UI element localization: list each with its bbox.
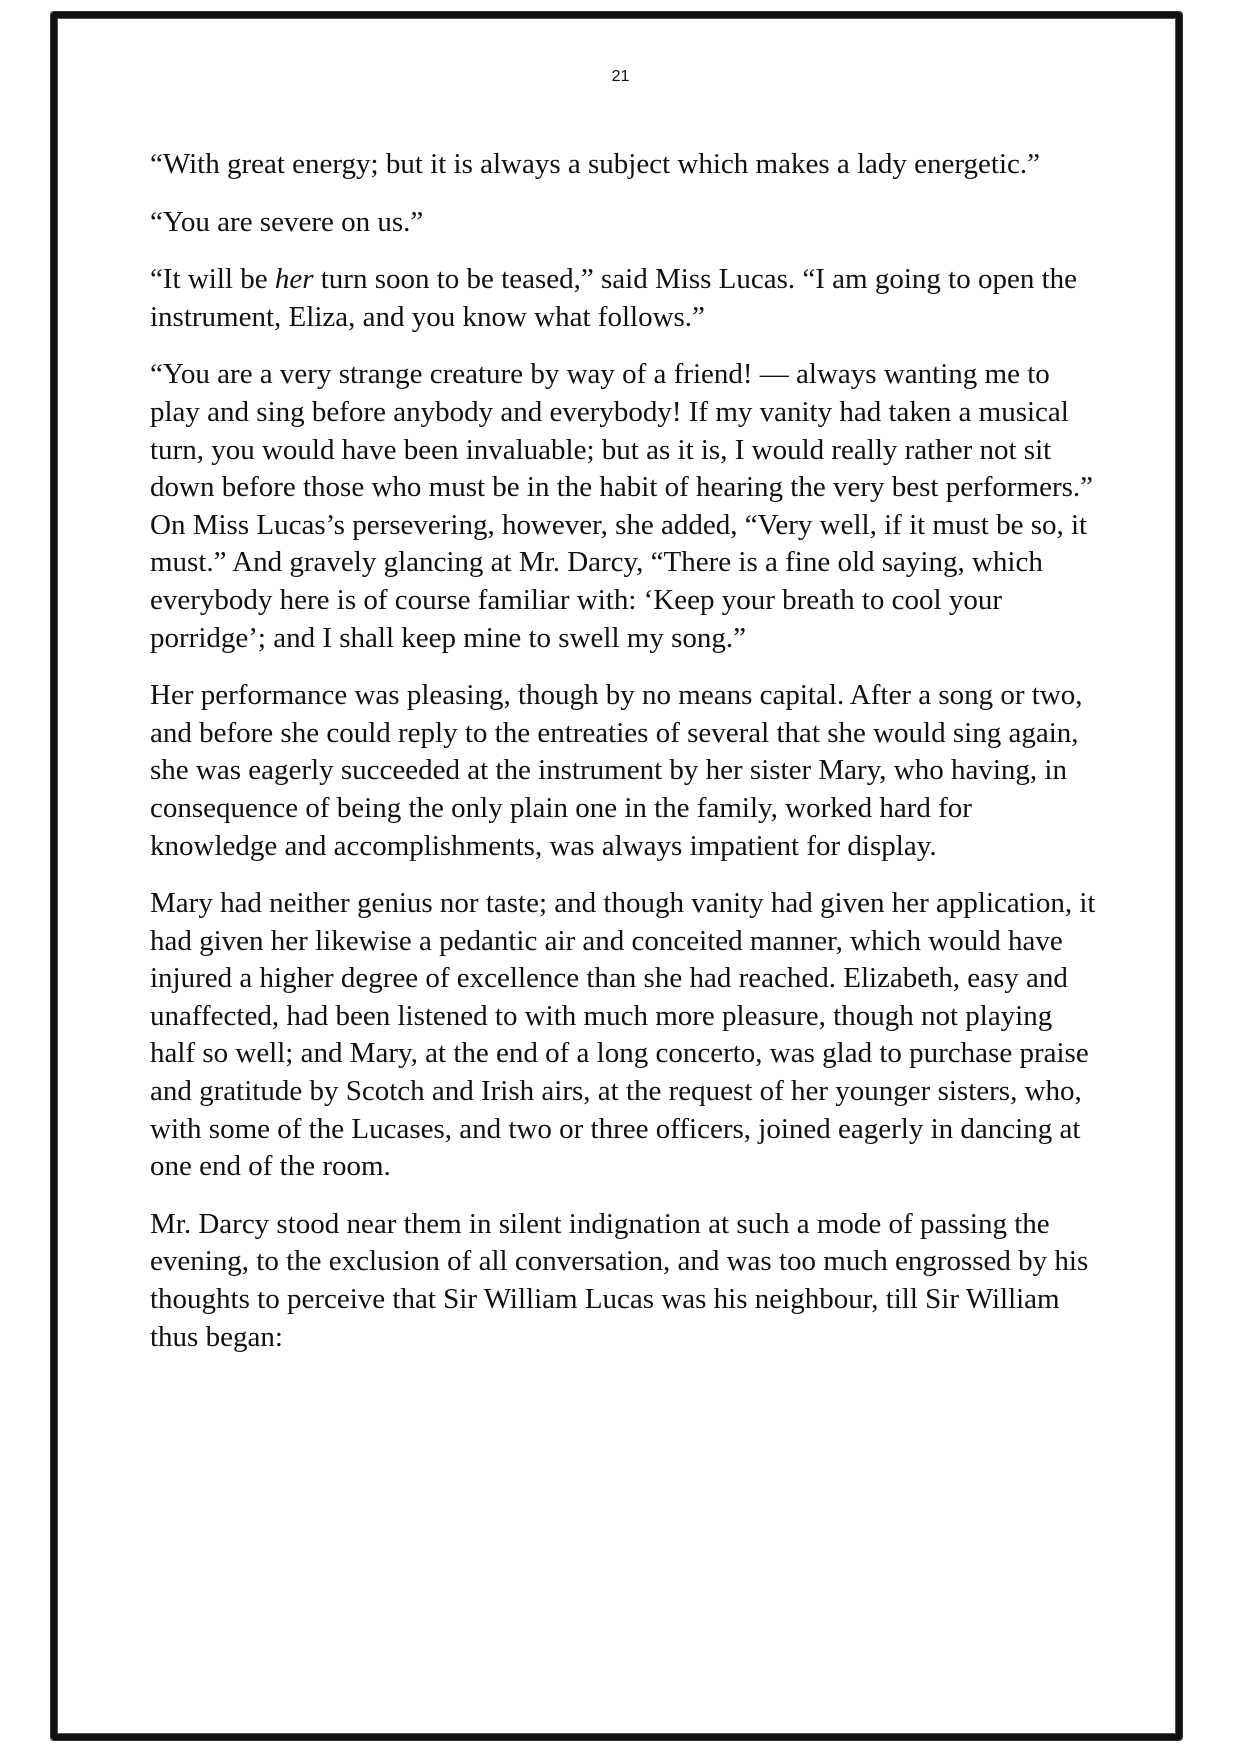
paragraph-1: “With great energy; but it is always a subject which makes a lady energetic.”	[150, 148, 1041, 180]
page-number: 21	[611, 68, 630, 85]
paragraph-3	[150, 261, 1100, 336]
paragraph-5: Her performance was pleasing, though by no means capital. After a song or two, and before she could reply to the entreaties of several that she would sing again, she was eagerly succeeded at the instrument by her sister Mary, who having, in consequence of being the only plain one in the family, worked hard for knowledge and accomplishments, was always impatient for display.	[150, 679, 1083, 862]
paragraph-3-start: “It will be	[150, 263, 275, 296]
paragraph-4: “You are a very strange creature by way of a friend! — always wanting me to play and sing before anybody and everybody! If my vanity had taken a musical turn, you would have been invaluable; but as it is, I would really rather not sit down before those who must be in the habit of hearing the very best performers.” On Miss Lucas’s persevering, however, she added, “Very well, if it must be so, it must.” And gravely glancing at Mr. Darcy, “There is a fine old saying, which everybody here is of course familiar with: ‘Keep your breath to cool your porridge’; and I shall keep mine to swell my song.”	[150, 358, 1094, 654]
paragraph-2: “You are severe on us.”	[150, 205, 424, 238]
paragraph-6: Mary had neither genius nor taste; and though vanity had given her application, it had given her likewise a pedantic air and conceited manner, which would have injured a higher degree of excellence than she had reached. Elizabeth, easy and unaffected, had been listened to with much more pleasure, though not playing half so well; and Mary, at the end of a long concerto, was glad to purchase praise and gratitude by Scotch and Irish airs, at the request of her younger sisters, who, with some of the Lucases, and two or three officers, joined eagerly in dancing at one end of the room.	[150, 887, 1096, 1183]
emphasis-her: her	[274, 263, 314, 296]
page-body	[150, 146, 1100, 1376]
paragraph-3-rest: turn soon to be teased,” said Miss Lucas. “I am going to open the instrument, Eliza, and you know what follows.”	[150, 263, 1078, 333]
paragraph-7: Mr. Darcy stood near them in silent indignation at such a mode of passing the evening, to the exclusion of all conversation, and was too much engrossed by his thoughts to perceive that Sir William Lucas was his neighbour, till Sir William thus began:	[150, 1207, 1089, 1353]
